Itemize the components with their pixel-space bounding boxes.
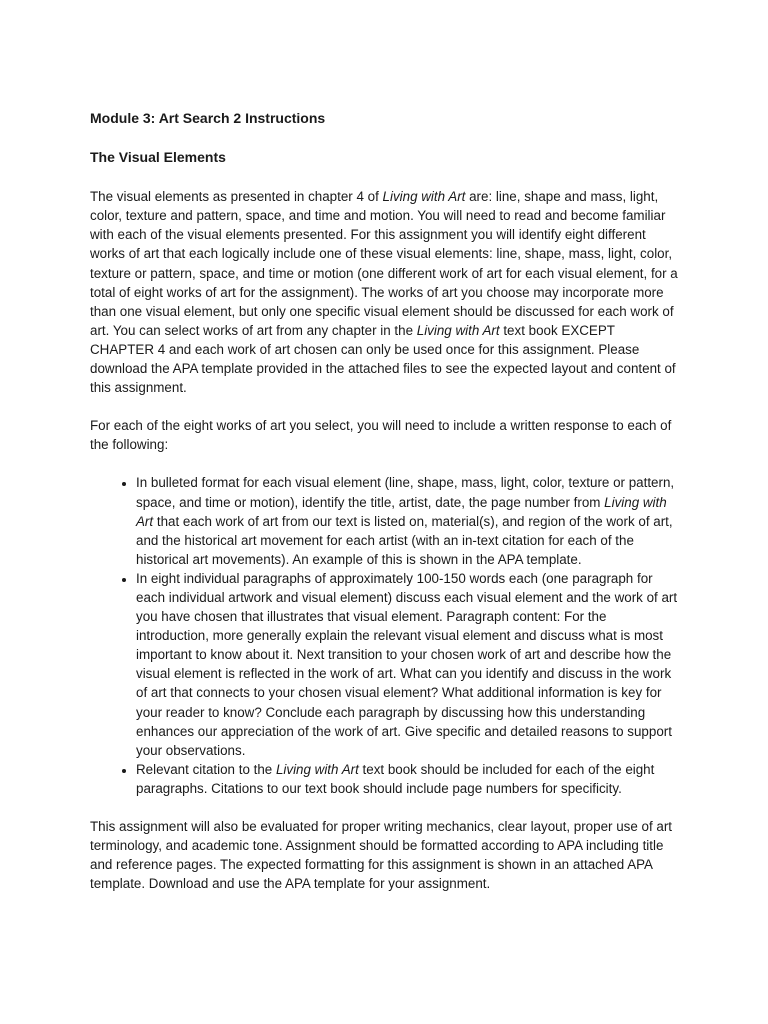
bullet-text: Relevant citation to the bbox=[136, 761, 276, 777]
section-heading: The Visual Elements bbox=[90, 149, 226, 166]
list-item bbox=[136, 760, 680, 798]
intro-text-2: are: line, shape and mass, light, color, texture and pattern, space, and time and motion. You will need to read and become familiar with each of the visual elements presented. For this assignment you will identify eight different works of art that each logically include one of these visual elements: line, shape, mass, light, color, texture or pattern, space, and time or motion (one different work of art for each visual element, for a total of eight works of art for the assignment). The works of art you choose may incorporate more than one visual element, but only one specific visual element should be discussed for each work of art. You can select works of art from any chapter in the bbox=[90, 189, 678, 338]
bullet-text: text book should be included for each of the eight paragraphs. Citations to our text book should include page numbers for specificity. bbox=[136, 761, 655, 796]
book-title: Living with Art bbox=[275, 761, 359, 777]
intro-paragraph bbox=[90, 187, 680, 397]
list-item bbox=[136, 569, 680, 760]
intro-text-1: The visual elements as presented in chapter 4 of bbox=[90, 189, 383, 205]
closing-paragraph: This assignment will also be evaluated for proper writing mechanics, clear layout, proper use of art terminology, and academic tone. Assignment should be formatted according to APA including title and reference pages. The expected formatting for this assignment is shown in an attached APA template. Download and use the APA template for your assignment. bbox=[90, 819, 673, 892]
book-title: Living with Art bbox=[416, 322, 500, 338]
bullet-text: that each work of art from our text is listed on, material(s), and region of the work of art, and the historical art movement for each artist (with an in-text citation for each of the historical art movements). An example of this is shown in the APA template. bbox=[136, 513, 673, 567]
requirements-list bbox=[90, 473, 680, 798]
bullet-text: In bulleted format for each visual element (line, shape, mass, light, color, texture or pattern, space, and time or motion), identify the title, artist, date, the page number from bbox=[136, 475, 675, 510]
book-title: Living with Art bbox=[382, 189, 466, 205]
intro-text-3: text book EXCEPT CHAPTER 4 and each work of art chosen can only be used once for this assignment. Please download the APA template provided in the attached files to see the expected layout and content of this assignment. bbox=[90, 322, 676, 396]
document-page bbox=[90, 109, 680, 912]
bullet-text: In eight individual paragraphs of approximately 100-150 words each (one paragraph for each individual artwork and visual element) discuss each visual element and the work of art you have chosen that illustrates that visual element. Paragraph content: For the introduction, more generally explain the relevant visual element and discuss what is most important to know about it. Next transition to your chosen work of art and describe how the visual element is reflected in the work of art. What can you identify and discuss in the work of art that connects to your chosen visual element? What additional information is key for your reader to know? Conclude each paragraph by discussing how this understanding enhances our appreciation of the work of art. Give specific and detailed reasons to support your observations. bbox=[136, 570, 678, 758]
list-item bbox=[136, 473, 680, 568]
book-title: Living with Art bbox=[136, 494, 667, 529]
page-title: Module 3: Art Search 2 Instructions bbox=[90, 110, 326, 126]
lead-in-paragraph: For each of the eight works of art you select, you will need to include a written response to each of the following: bbox=[90, 418, 672, 453]
